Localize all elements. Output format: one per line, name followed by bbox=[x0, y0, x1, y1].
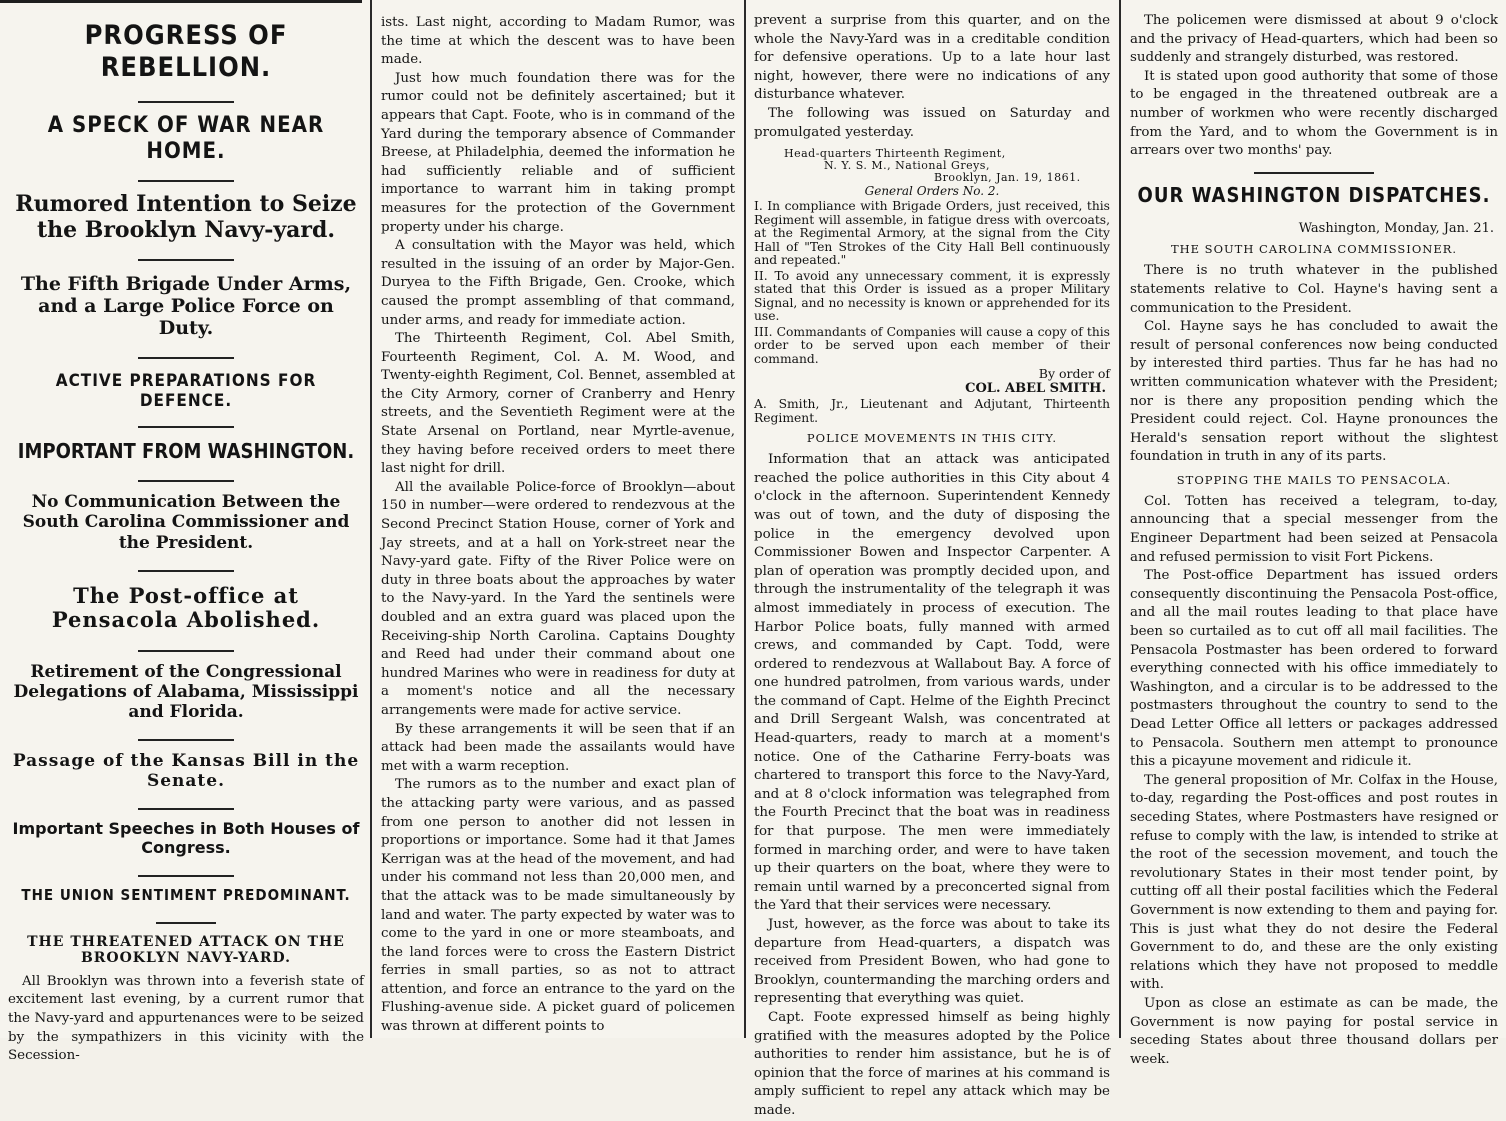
headline-progress: PROGRESS OF REBELLION. bbox=[84, 20, 288, 83]
column-rule-1 bbox=[370, 0, 372, 1038]
headline-divider bbox=[8, 872, 364, 877]
headline-important-washington: IMPORTANT FROM WASHINGTON. bbox=[17, 438, 355, 463]
headline-divider bbox=[8, 647, 364, 652]
article-paragraph: The Thirteenth Regiment, Col. Abel Smith, Fourteenth Regiment, Col. A. M. Wood, and Twenty-eighth Regiment, Col. Bennet, assembled at the City Armory, corner of Cranberry and Henry streets, and the Seventieth Regiment were at the State Arsenal on Portland, near Myrtle-avenue, they having before received orders to meet there last night for drill. bbox=[381, 331, 735, 477]
headline-divider bbox=[8, 256, 364, 261]
order-heading-line: Head-quarters Thirteenth Regiment, bbox=[784, 147, 1006, 161]
headline-divider bbox=[8, 423, 364, 428]
order-title: General Orders No. 2. bbox=[864, 184, 1000, 199]
section-subhead: STOPPING THE MAILS TO PENSACOLA. bbox=[1176, 472, 1452, 487]
article-paragraph: The rumors as to the number and exact plan of the attacking party were various, and as passed from one person to another did not lessen in proportions or importance. Some had it that James Kerrigan was at the head of the movement, and had under his command not less than 20,000 men, and that the attack was to be made simultaneously by land and water. The party expected by water was to come to the yard in one or more steamboats, and the land forces were to cross the Eastern District ferries in small parties, so as not to attract attention, and force an entrance to the yard on the Flushing-avenue side. A picket guard of policemen was thrown at different points to bbox=[381, 777, 735, 1035]
article-paragraph: The policemen were dismissed at about 9 o'clock and the privacy of Head-quarters, which had been so suddenly and strangely disturbed, was restored. bbox=[1130, 13, 1498, 66]
headline-threatened-attack: THE THREATENED ATTACK ON THE BROOKLYN NAVY-YARD. bbox=[27, 933, 345, 967]
headline-navy-yard: Rumored Intention to Seize the Brooklyn Navy-yard. bbox=[15, 190, 357, 243]
headline-retirement: Retirement of the Congressional Delegations of Alabama, Mississippi and Florida. bbox=[13, 662, 359, 723]
headline-divider bbox=[8, 736, 364, 741]
headline-active-preparations: ACTIVE PREPARATIONS FOR DEFENCE. bbox=[55, 370, 317, 411]
article-paragraph: All the available Police-force of Brooklyn—about 150 in number—were ordered to rendezvous at the Second Precinct Station House, corner of York and Jay streets, and at a hall on York-street near the Navy-yard gate. Fifty of the River Police were on duty in three boats about the approaches by water to the Navy-yard. In the Yard the sentinels were doubled and an extra guard was placed upon the Receiving-ship North Carolina. Captains Doughty and Reed had under their command about one hundred Marines who were in readiness for duty at a moment's notice and all the necessary arrangements were made for active service. bbox=[381, 479, 735, 718]
article-paragraph: Upon as close an estimate as can be made, the Government is now paying for postal service in seceding States about three thousand dollars per week. bbox=[1130, 995, 1498, 1067]
order-heading bbox=[784, 148, 1110, 184]
headline-post-office: The Post-office at Pensacola Abolished. bbox=[51, 582, 321, 633]
article-paragraph: There is no truth whatever in the published statements relative to Col. Hayne's having sent a communication to the President. bbox=[1130, 263, 1498, 316]
headline-divider bbox=[1130, 169, 1498, 174]
headline-divider bbox=[8, 177, 364, 182]
article-paragraph: Col. Totten has received a telegram, to-day, announcing that a special messenger from the Engineer Department had been seized at Pensacola and refused permission to visit Fort Pickens. bbox=[1130, 493, 1498, 565]
headline-kansas-bill: Passage of the Kansas Bill in the Senate. bbox=[12, 751, 360, 792]
article-paragraph: The following was issued on Saturday and promulgated yesterday. bbox=[754, 105, 1110, 140]
order-heading-line: N. Y. S. M., National Greys, bbox=[824, 159, 990, 173]
column-1 bbox=[0, 0, 370, 1064]
column-rule-3 bbox=[1119, 0, 1121, 1038]
headline-divider bbox=[8, 919, 364, 924]
article-paragraph: By these arrangements it will be seen that if an attack had been made the assailants would have met with a warm reception. bbox=[381, 721, 735, 774]
order-item: I. In compliance with Brigade Orders, just received, this Regiment will assemble, in fatigue dress with overcoats, at the Regimental Armory, at the signal from the City Hall of "Ten Strokes of the City Hall Bell continuously and repeated." bbox=[754, 199, 1110, 268]
column-3 bbox=[748, 0, 1118, 1118]
order-adjutant: A. Smith, Jr., Lieutenant and Adjutant, Thirteenth Regiment. bbox=[754, 397, 1110, 425]
article-paragraph: All Brooklyn was thrown into a feverish state of excitement last evening, by a current rumor that the Navy-yard and appurtenances were to be seized by the sympathizers in this vicinity with the Secession- bbox=[8, 973, 364, 1064]
article-paragraph: The Post-office Department has issued orders consequently discontinuing the Pensacola Post-office, and all the mail routes leading to that place have been so curtailed as to cut off all mail facilities. The Pensacola Postmaster has been ordered to forward everything connected with his office immediately to Washington, and a circular is to be addressed to the postmasters throughout the country to send to the Dead Letter Office all letters or packages addressed to Pensacola. Southern men attempt to pronounce this a picayune movement and ridicule it. bbox=[1130, 568, 1498, 770]
article-paragraph: prevent a surprise from this quarter, and on the whole the Navy-Yard was in a creditable condition for defensive operations. Up to a late hour last night, however, there were no indications of any disturbance whatever. bbox=[754, 13, 1110, 103]
headline-speeches: Important Speeches in Both Houses of Congress. bbox=[12, 819, 360, 858]
section-subhead: THE SOUTH CAROLINA COMMISSIONER. bbox=[1170, 242, 1458, 257]
order-signature: COL. ABEL SMITH. bbox=[965, 381, 1106, 397]
headline-divider bbox=[8, 354, 364, 359]
headline-washington-dispatches: OUR WASHINGTON DISPATCHES. bbox=[1137, 182, 1491, 207]
dateline: Washington, Monday, Jan. 21. bbox=[1298, 221, 1494, 237]
headline-divider bbox=[8, 805, 364, 810]
headline-divider bbox=[8, 98, 364, 103]
headline-divider bbox=[8, 567, 364, 572]
headline-divider bbox=[8, 477, 364, 482]
column-2 bbox=[375, 0, 743, 1038]
column-rule-2 bbox=[744, 0, 746, 1038]
section-subhead: POLICE MOVEMENTS IN THIS CITY. bbox=[806, 431, 1058, 446]
headline-fifth-brigade: The Fifth Brigade Under Arms, and a Large Police Force on Duty. bbox=[20, 272, 352, 340]
headline-union-sentiment: THE UNION SENTIMENT PREDOMINANT. bbox=[21, 886, 351, 905]
article-paragraph: A consultation with the Mayor was held, which resulted in the issuing of an order by Major-Gen. Duryea to the Fifth Brigade, Gen. Crooke, which caused the prompt assembling of that command, under arms, and ready for immediate action. bbox=[381, 238, 735, 328]
article-paragraph: Col. Hayne says he has concluded to await the result of personal conferences now being conducted by interested third parties. Thus far he has had no written communication whatever with the President; nor is there any proposition pending which the President could reject. Col. Hayne pronounces the Herald's sensation report without the slightest foundation in truth in any of its parts. bbox=[1130, 319, 1498, 465]
headline-no-communication: No Communication Between the South Carolina Commissioner and the President. bbox=[22, 492, 350, 553]
article-paragraph: Just, however, as the force was about to take its departure from Head-quarters, a dispatch was received from President Bowen, who had gone to Brooklyn, countermanding the marching orders and representing that everything was quiet. bbox=[754, 917, 1110, 1007]
article-paragraph: The general proposition of Mr. Colfax in the House, to-day, regarding the Post-offices and post routes in seceding States, where Postmasters have resigned or refuse to comply with the law, is intended to strike at the root of the secession movement, and touch the revolutionary States in their most tender point, by cutting off all their postal facilities which the Federal Government is now extending to them and paying for. This is just what they do not desire the Federal Government to do, and these are the only existing relations which they have not proposed to meddle with. bbox=[1130, 772, 1498, 993]
article-paragraph: Capt. Foote expressed himself as being highly gratified with the measures adopted by the Police authorities to render him assistance, but he is of opinion that the force of marines at his command is amply sufficient to repel any attack which may be made. bbox=[754, 1009, 1110, 1118]
article-paragraph: Just how much foundation there was for the rumor could not be definitely ascertained; but it appears that Capt. Foote, who is in command of the Yard during the temporary absence of Commander Breese, at Philadelphia, deemed the information he had sufficiently reliable and of sufficient importance to warrant him in taking prompt measures for the protection of the Government property under his charge. bbox=[381, 70, 735, 235]
order-heading-line: Brooklyn, Jan. 19, 1861. bbox=[934, 171, 1081, 185]
article-paragraph: Information that an attack was anticipated reached the police authorities in this City about 4 o'clock in the afternoon. Superintendent Kennedy was out of town, and the duty of disposing the police in the emergency devolved upon Commissioner Bowen and Inspector Carpenter. A plan of operation was promptly decided upon, and through the instrumentality of the telegraph it was almost immediately in process of execution. The Harbor Police boats, fully manned with armed crews, and commanded by Capt. Todd, were ordered to rendezvous at Wallabout Bay. A force of one hundred patrolmen, from various wards, under the command of Capt. Helme of the Eighth Precinct and Drill Sergeant Walsh, was concentrated at Head-quarters, ready to march at a moment's notice. One of the Catharine Ferry-boats was chartered to transport this force to the Navy-Yard, and at 8 o'clock information was telegraphed from the Fourth Precinct that the boat was in readiness for that purpose. The men were immediately formed in marching order, and were to have taken up their quarters on the boat, where they were to remain until warned by a preconcerted signal from the Yard that their services were necessary. bbox=[754, 452, 1110, 914]
order-item: II. To avoid any unnecessary comment, it is expressly stated that this Order is issued as a proper Military Signal, and no necessity is known or apprehended for its use. bbox=[754, 268, 1110, 324]
order-item: III. Commandants of Companies will cause a copy of this order to be served upon each member of their command. bbox=[754, 324, 1110, 366]
article-paragraph: It is stated upon good authority that some of those to be engaged in the threatened outbreak are a number of workmen who were recently discharged from the Yard, and to whom the Government is in arrears over two months' pay. bbox=[1130, 68, 1498, 159]
order-by: By order of bbox=[1038, 366, 1110, 382]
headline-speck: A SPECK OF WAR NEAR HOME. bbox=[47, 112, 325, 164]
article-paragraph: ists. Last night, according to Madam Rumor, was the time at which the descent was to have been made. bbox=[381, 15, 735, 68]
column-4 bbox=[1124, 0, 1506, 1067]
